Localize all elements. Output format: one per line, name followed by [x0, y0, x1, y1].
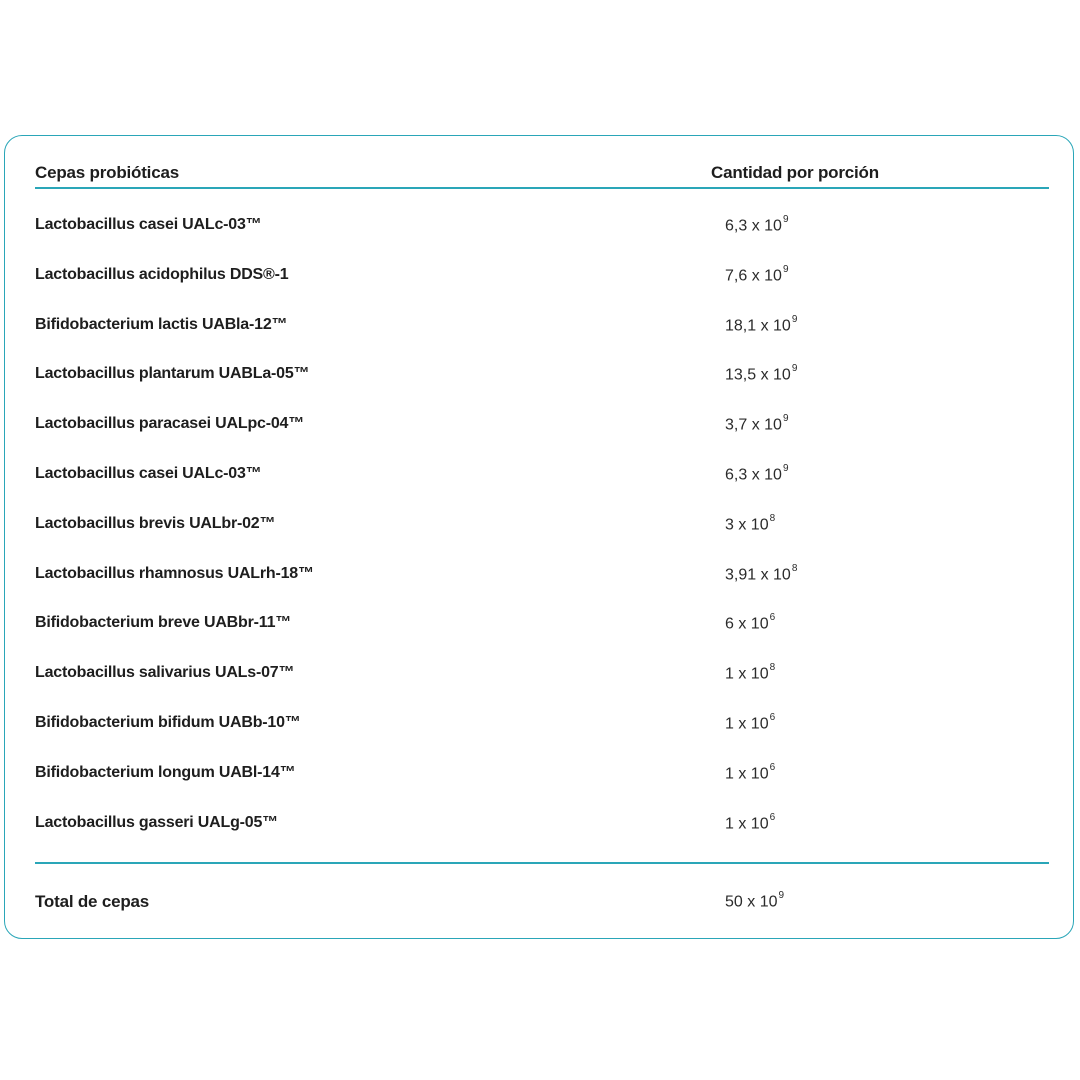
header-strain: Cepas probióticas	[35, 163, 179, 182]
strain-name: Bifidobacterium breve UABbr-11™	[35, 614, 292, 632]
table-row	[35, 415, 1049, 465]
strain-quantity: 13,5 x $10^9$	[725, 363, 798, 384]
strain-quantity: 1 x $10^6$	[725, 711, 776, 733]
strain-name: Lactobacillus rhamnosus UALrh-18™	[35, 564, 314, 582]
table-body	[35, 216, 1049, 863]
strain-quantity: 3 x $10^8$	[725, 512, 776, 534]
table-row	[35, 263, 1049, 316]
strain-name: Lactobacillus salivarius UALs-07™	[35, 664, 295, 682]
strain-quantity: 3,7 x $10^9$	[725, 413, 789, 434]
total-label: Total de cepas	[35, 892, 150, 911]
strain-quantity: 18,1 x $10^9$	[725, 313, 798, 334]
table-row	[35, 365, 1049, 415]
probiotic-strains-table	[4, 135, 1074, 939]
header-quantity: Cantidad por porción	[711, 163, 879, 182]
strain-quantity: 6,3 x $10^9$	[725, 462, 789, 484]
table-row	[35, 313, 1049, 366]
strain-name: Bifidobacterium bifidum UABb-10™	[35, 713, 301, 731]
strain-quantity: 3,91 x $10^8$	[725, 562, 798, 583]
table-row	[35, 216, 1049, 266]
strain-quantity: 1 x $10^8$	[725, 662, 776, 683]
table-row	[35, 811, 1049, 864]
table-row	[35, 462, 1049, 515]
strain-name: Lactobacillus gasseri UALg-05™	[35, 813, 278, 831]
strain-name: Lactobacillus paracasei UALpc-04™	[35, 415, 305, 433]
strain-quantity: 6 x $10^6$	[725, 612, 776, 633]
strain-name: Lactobacillus plantarum UABLa-05™	[35, 365, 310, 383]
strain-name: Bifidobacterium longum UABl-14™	[35, 763, 296, 781]
strain-name: Lactobacillus casei UALc-03™	[35, 216, 262, 233]
table-row	[35, 761, 1049, 814]
strain-name: Lactobacillus acidophilus DDS®-1	[35, 265, 289, 283]
total-quantity: 50 x $10^9$	[725, 890, 785, 911]
table-row	[35, 664, 1049, 714]
total-row	[35, 892, 1049, 916]
strain-quantity: 1 x $10^6$	[725, 811, 776, 832]
strain-quantity: 1 x $10^6$	[725, 761, 776, 783]
strain-quantity: 7,6 x $10^9$	[725, 263, 789, 285]
strain-name: Lactobacillus casei UALc-03™	[35, 464, 262, 482]
strain-quantity: 6,3 x $10^9$	[725, 214, 789, 235]
table-header	[35, 163, 1049, 189]
table-row	[35, 562, 1049, 615]
strain-name: Bifidobacterium lactis UABla-12™	[35, 315, 288, 333]
table-row	[35, 614, 1049, 664]
total-divider	[35, 862, 1049, 864]
strain-name: Lactobacillus brevis UALbr-02™	[35, 514, 276, 532]
table-row	[35, 711, 1049, 764]
table-row	[35, 512, 1049, 565]
